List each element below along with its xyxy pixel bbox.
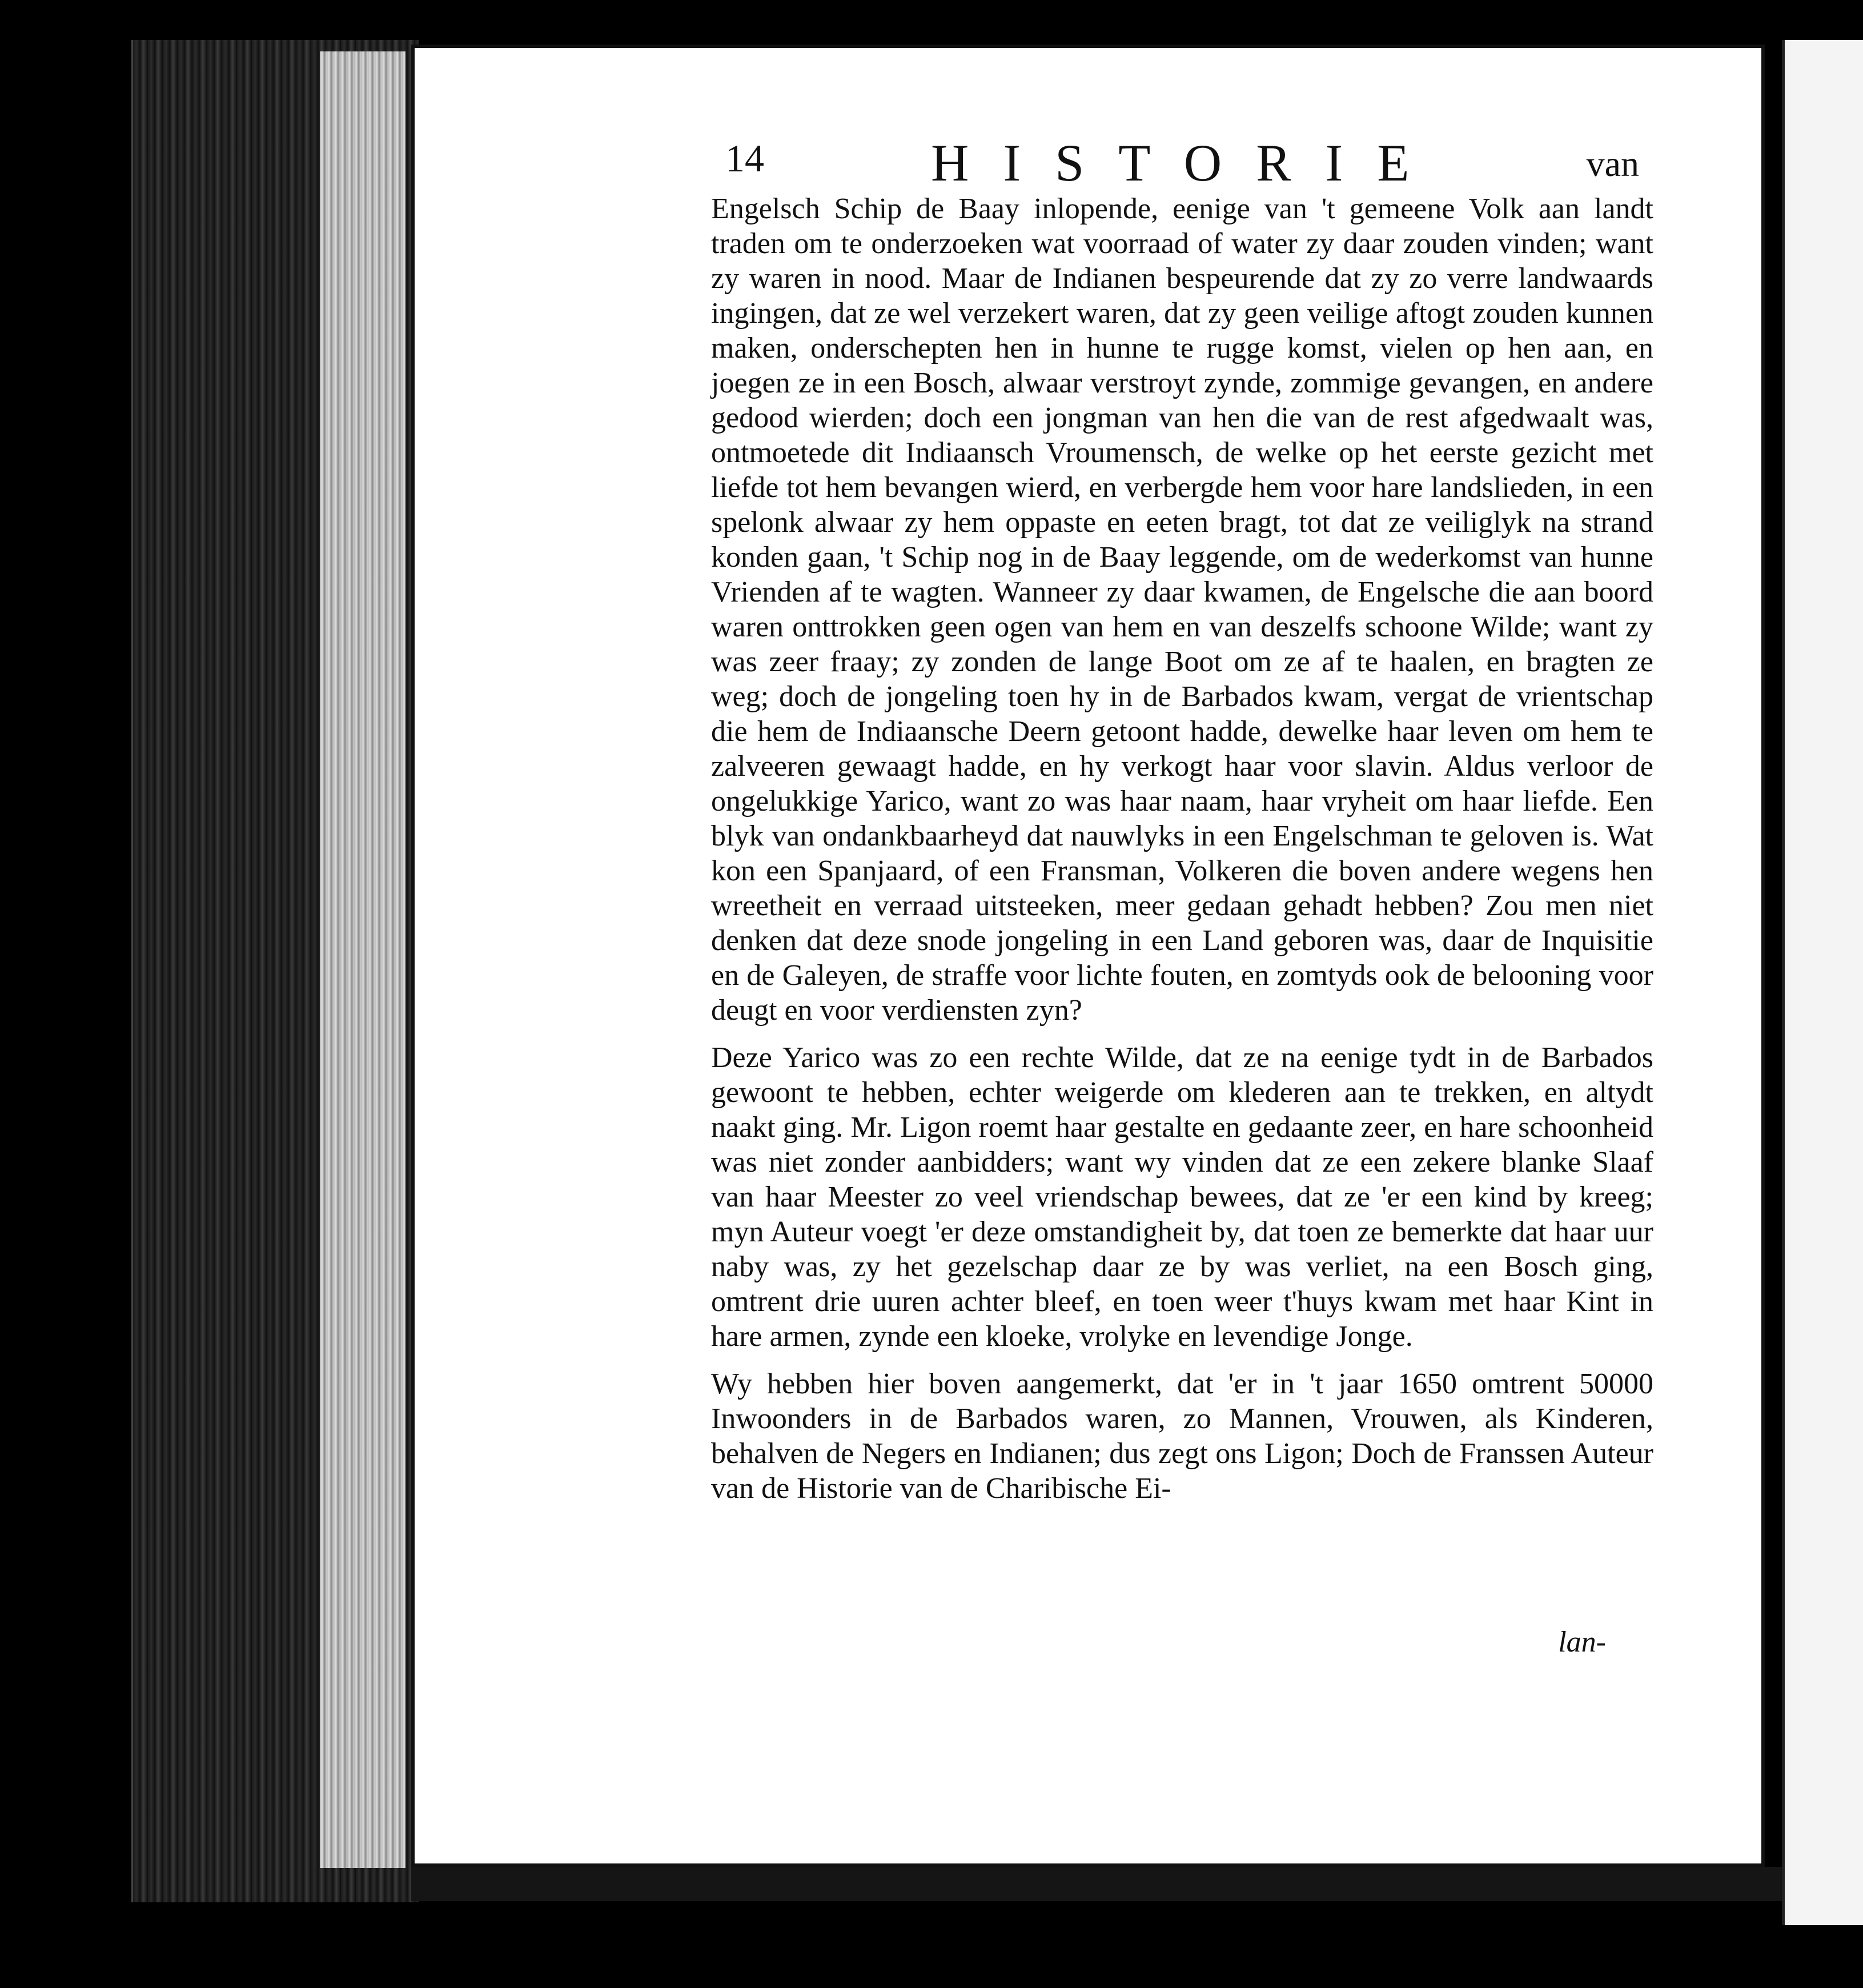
paragraph: Engelsch Schip de Baay inlopende, eenige van 't gemeene Volk aan landt traden om te onderzoeken wat voorraad of water zy daar zouden vinden; want zy waren in nood. Maar de Indianen bespeurende dat zy zo verre landwaards ingingen, dat ze wel verzekert waren, dat zy geen veilige aftogt zouden kunnen maken, onderschepten hen in hunne te rugge komst, vielen op hen aan, en joegen ze in een Bosch, alwaar verstroyt zynde, zommige gevangen, en andere gedood wierden; doch een jongman van hen die van de rest afgedwaalt was, ontmoetede dit Indiaansch Vroumensch, de welke op het eerste gezicht met liefde tot hem bevangen wierd, en verbergde hem voor hare landslieden, in een spelonk alwaar zy hem oppaste en eeten bragt, tot dat ze veiliglyk na strand konden gaan, 't Schip nog in de Baay leggende, om de wederkomst van hunne Vrienden af te wagten. Wanneer zy daar kwamen, de Engelsche die aan boord waren onttrokken geen ogen van hem en van deszelfs schoone Wilde; want zy was zeer fraay; zy zonden de lange Boot om ze af te haalen, en bragten ze weg; doch de jongeling toen hy in de Barbados kwam, vergat de vrientschap die hem de Indiaansche Deern getoont hadde, dewelke haar leven om hem te zalveeren gewaagt hadde, en hy verkogt haar voor slavin. Aldus verloor de ongelukkige Yarico, want zo was haar naam, haar vryheit om haar liefde. Een blyk van ondankbaarheyd dat nauwlyks in een Engelschman te geloven is. Wat kon een Spanjaard, of een Fransman, Volkeren die boven andere wegens hen wreetheit en verraad uitsteeken, meer gedaan gehadt hebben? Zou men niet denken dat deze snode jongeling in een Land geboren was, daar de Inquisitie en de Galeyen, de straffe voor lichte fouten, en zomtyds ook de belooning voor deugt en voor verdiensten zyn? xyxy=(711,193,1653,1027)
catchword: lan- xyxy=(1558,1626,1606,1658)
paragraph: Deze Yarico was zo een rechte Wilde, dat ze na eenige tydt in de Barbados gewoont te hebben, echter weigerde om klederen aan te trekken, en altydt naakt ging. Mr. Ligon roemt haar gestalte en gedaante zeer, en hare schoonheid was niet zonder aanbidders; want wy vinden dat ze een zekere blanke Slaaf van haar Meester zo veel vriendschap bewees, dat ze 'er een kind by kreeg; myn Auteur voegt 'er deze omstandigheit by, dat toen ze bemerkte dat haar uur naby was, zy het gezelschap daar ze by was verliet, na een Bosch ging, omtrent drie uuren achter bleef, en toen weer t'huys kwam met haar Kint in hare armen, zynde een kloeke, vrolyke en levendige Jonge. xyxy=(711,1041,1653,1353)
bottom-shadow xyxy=(411,1867,1782,1901)
running-title: HISTORIE xyxy=(931,134,1444,192)
running-title-suffix: van xyxy=(1586,143,1639,184)
facing-page-edge xyxy=(1782,40,1863,1925)
page-number: 14 xyxy=(725,137,764,180)
page-stack-edge xyxy=(320,51,405,1868)
page-header xyxy=(725,136,1651,199)
paragraph: Wy hebben hier boven aangemerkt, dat 'er in 't jaar 1650 omtrent 50000 Inwoonders in de Barbados waren, zo Mannen, Vrouwen, als Kinderen, behalven de Negers en Indianen; dus zegt ons Ligon; Doch de Franssen Auteur van de Historie van de Charibische Ei- xyxy=(711,1368,1653,1505)
page-body-text xyxy=(711,191,1653,1682)
